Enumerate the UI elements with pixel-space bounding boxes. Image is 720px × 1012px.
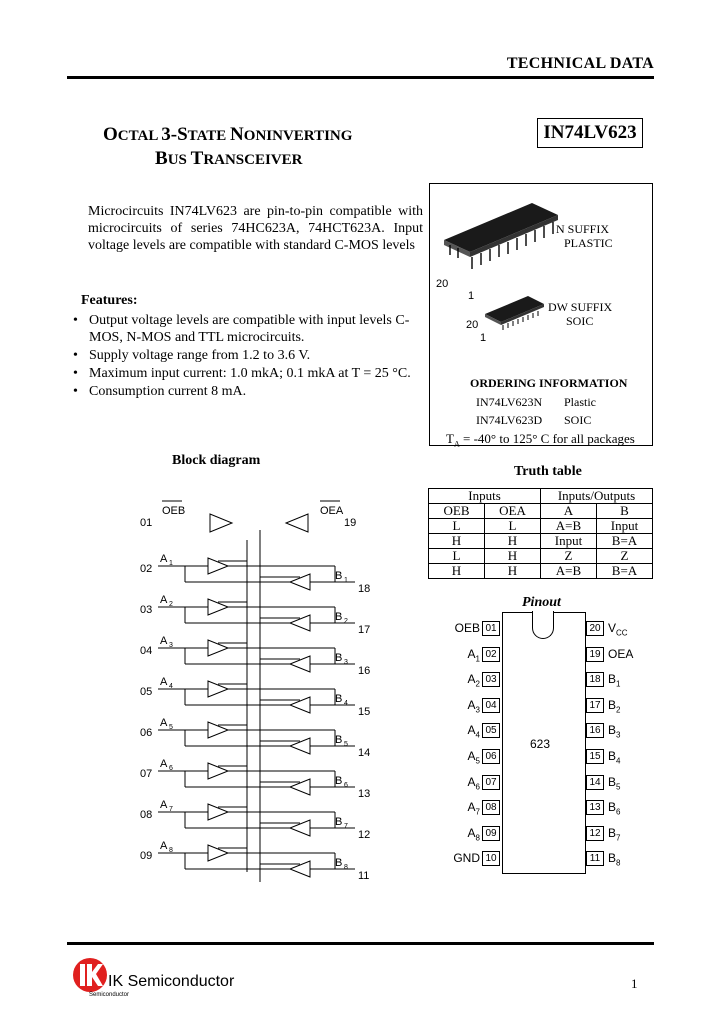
a-pin-label: A xyxy=(160,717,168,729)
b-to-a-buffer xyxy=(290,697,310,713)
pin-name-left: $A_7$ xyxy=(467,800,480,817)
b-pin-label: B xyxy=(335,652,343,664)
pin-name-right: $B_4$ xyxy=(608,749,621,766)
a-pin-sub: 4 xyxy=(169,683,173,690)
truth-table-group-header: Inputs Inputs/Outputs xyxy=(429,489,653,504)
b-to-a-buffer xyxy=(290,820,310,836)
ik-logo-icon xyxy=(72,957,108,993)
pin-number-box: 11 xyxy=(586,851,604,866)
features-heading: Features: xyxy=(81,293,138,308)
pin-name-right: $B_3$ xyxy=(608,723,621,740)
a-to-b-buffer xyxy=(208,640,228,656)
ordering-row: IN74LV623N Plastic xyxy=(476,395,596,409)
b-pin-label: B xyxy=(335,816,343,828)
b-to-a-buffer xyxy=(290,615,310,631)
page-number: 1 xyxy=(631,976,638,991)
pin-number-box: 07 xyxy=(482,775,500,790)
n-suffix-label: N SUFFIX xyxy=(556,222,610,236)
b-pin-label: B xyxy=(335,611,343,623)
pin-name-right: $V_{CC}$ xyxy=(608,621,628,638)
dw-soic-label: SOIC xyxy=(566,314,594,328)
chip-notch xyxy=(532,611,554,639)
pin-number-box: 06 xyxy=(482,749,500,764)
a-pin-sub: 7 xyxy=(169,806,173,813)
pin-number-box: 10 xyxy=(482,851,500,866)
a-pin-sub: 5 xyxy=(169,724,173,731)
pin-name-right: $B_6$ xyxy=(608,800,621,817)
b-to-a-buffer xyxy=(290,574,310,590)
b-pin-number: 12 xyxy=(358,829,371,841)
a-pin-number: 07 xyxy=(140,768,153,780)
a-pin-number: 06 xyxy=(140,727,153,739)
a-pin-label: A xyxy=(160,676,168,688)
a-pin-label: A xyxy=(160,799,168,811)
oeb-pin: 01 xyxy=(140,517,153,529)
pin-number-box: 18 xyxy=(586,672,604,687)
a-pin-label: A xyxy=(160,594,168,606)
b-pin-number: 16 xyxy=(358,665,371,677)
n-plastic-label: PLASTIC xyxy=(564,236,613,250)
oeb-buffer xyxy=(210,514,232,532)
a-to-b-buffer xyxy=(208,804,228,820)
pin-number-box: 03 xyxy=(482,672,500,687)
pin-number-box: 09 xyxy=(482,826,500,841)
pin-number-box: 13 xyxy=(586,800,604,815)
pinout-title: Pinout xyxy=(522,595,561,610)
pin-name-right: $B_7$ xyxy=(608,825,621,843)
a-pin-number: 04 xyxy=(140,645,153,657)
oea-pin: 19 xyxy=(344,517,357,529)
table-row: H H Input B=A xyxy=(429,534,653,549)
table-row: L L A=B Input xyxy=(429,519,653,534)
oea-buffer xyxy=(286,514,308,532)
features-list xyxy=(73,312,413,401)
table-row: H H A=B B=A xyxy=(429,564,653,579)
pin-number-box: 14 xyxy=(586,775,604,790)
b-pin-label: B xyxy=(335,570,343,582)
pin-number-box: 04 xyxy=(482,698,500,713)
pin-name-left: GND xyxy=(453,851,480,866)
pin-name-left: $A_5$ xyxy=(467,749,480,766)
b-pin-sub: 6 xyxy=(344,782,348,789)
b-pin-sub: 4 xyxy=(344,700,348,707)
pin-name-right: $B_8$ xyxy=(608,851,621,868)
a-pin-number: 02 xyxy=(140,563,153,575)
pin-name-left: $A_2$ xyxy=(467,672,480,689)
a-pin-label: A xyxy=(160,840,168,852)
pin-number-box: 05 xyxy=(482,723,500,738)
a-to-b-buffer xyxy=(208,558,228,574)
soic-pin20-label: 20 xyxy=(466,319,479,331)
pin-name-left: $A_6$ xyxy=(467,774,480,791)
part-number-box: IN74LV623 xyxy=(537,118,643,148)
block-diagram-title: Block diagram xyxy=(172,453,261,468)
b-pin-sub: 1 xyxy=(344,577,348,584)
pin-name-right: $B_5$ xyxy=(608,774,621,791)
ordering-heading: ORDERING INFORMATION xyxy=(470,376,628,390)
pin-name-left: $A_1$ xyxy=(467,646,480,663)
a-to-b-buffer xyxy=(208,763,228,779)
b-pin-label: B xyxy=(335,693,343,705)
feature-item: • Supply voltage range from 1.2 to 3.6 V. xyxy=(73,347,413,364)
a-to-b-buffer xyxy=(208,681,228,697)
pin-number-box: 02 xyxy=(482,647,500,662)
b-pin-number: 11 xyxy=(358,870,370,882)
pinout-diagram xyxy=(440,612,660,874)
pin-number-box: 01 xyxy=(482,621,500,636)
a-pin-sub: 8 xyxy=(169,847,173,854)
b-pin-label: B xyxy=(335,734,343,746)
b-pin-sub: 3 xyxy=(344,659,348,666)
a-pin-number: 05 xyxy=(140,686,153,698)
a-pin-number: 03 xyxy=(140,604,153,616)
b-to-a-buffer xyxy=(290,861,310,877)
b-pin-label: B xyxy=(335,775,343,787)
a-pin-sub: 3 xyxy=(169,642,173,649)
document-title-line2: BUS TRANSCEIVER xyxy=(155,148,303,169)
table-row: L H Z Z xyxy=(429,549,653,564)
pkg-pin1-label: 1 xyxy=(468,290,475,302)
feature-item: • Output voltage levels are compatible with input levels C-MOS, N-MOS and TTL microcircuits. xyxy=(73,312,413,346)
soic-package-drawing xyxy=(480,292,550,334)
b-pin-number: 15 xyxy=(358,706,371,718)
technical-data-heading: TECHNICAL DATA xyxy=(506,55,654,72)
block-diagram xyxy=(130,490,390,900)
soic-pin1-label: 1 xyxy=(480,332,487,344)
feature-item: • Consumption current 8 mA. xyxy=(73,383,413,400)
chip-label: 623 xyxy=(530,737,551,751)
header-rule xyxy=(67,76,654,79)
pin-number-box: 19 xyxy=(586,647,604,662)
oeb-label: OEB xyxy=(162,505,186,517)
pin-number-box: 08 xyxy=(482,800,500,815)
b-pin-label: B xyxy=(335,857,343,869)
pin-number-box: 20 xyxy=(586,621,604,636)
a-to-b-buffer xyxy=(208,722,228,738)
a-pin-label: A xyxy=(160,758,168,770)
b-pin-number: 17 xyxy=(358,624,371,636)
footer-rule xyxy=(67,942,654,945)
pin-name-left: $A_4$ xyxy=(467,723,480,740)
a-pin-sub: 6 xyxy=(169,765,173,772)
b-pin-number: 14 xyxy=(358,747,371,759)
b-pin-number: 13 xyxy=(358,788,371,800)
intro-paragraph: Microcircuits IN74LV623 are pin-to-pin compatible with microcircuits of series 74HC623A, 74HCT623A. Input voltage levels are compatible with standard C-MOS levels xyxy=(88,204,423,253)
footer-logo-caption: Semiconductor xyxy=(89,992,130,998)
b-pin-sub: 5 xyxy=(344,741,348,748)
pin-number-box: 17 xyxy=(586,698,604,713)
pin-name-right: OEA xyxy=(608,646,634,661)
a-pin-label: A xyxy=(160,553,168,565)
a-pin-sub: 2 xyxy=(169,601,173,608)
pin-name-left: $A_8$ xyxy=(467,825,480,843)
pin-name-right: $B_1$ xyxy=(608,672,621,689)
ordering-row: IN74LV623D SOIC xyxy=(476,413,592,427)
b-to-a-buffer xyxy=(290,656,310,672)
pin-number-box: 12 xyxy=(586,826,604,841)
b-pin-sub: 7 xyxy=(344,823,348,830)
a-to-b-buffer xyxy=(208,845,228,861)
b-to-a-buffer xyxy=(290,738,310,754)
pin-number-box: 15 xyxy=(586,749,604,764)
temp-range-note: $T_A = -40^\circ$ to 125° C for all packages xyxy=(446,431,635,449)
a-to-b-buffer xyxy=(208,599,228,615)
oea-label: OEA xyxy=(320,505,344,517)
pkg-pin20-label: 20 xyxy=(436,278,449,290)
a-pin-label: A xyxy=(160,635,168,647)
footer-brand: IK Semiconductor xyxy=(108,973,235,990)
b-pin-number: 18 xyxy=(358,583,371,595)
pin-name-left: $A_3$ xyxy=(467,697,480,715)
a-pin-number: 08 xyxy=(140,809,153,821)
pin-name-left: OEB xyxy=(454,621,480,635)
dip-package-drawing xyxy=(432,195,562,275)
b-to-a-buffer xyxy=(290,779,310,795)
b-pin-sub: 8 xyxy=(344,864,348,871)
pin-number-box: 16 xyxy=(586,723,604,738)
dw-suffix-label: DW SUFFIX xyxy=(548,300,613,314)
document-title-line1: OCTAL 3-STATE NONINVERTING xyxy=(103,124,353,145)
pin-name-right: $B_2$ xyxy=(608,697,621,715)
truth-table xyxy=(428,488,653,579)
truth-table-title: Truth table xyxy=(514,464,582,479)
truth-table-header: OEB OEA A B xyxy=(429,504,653,519)
b-pin-sub: 2 xyxy=(344,618,348,625)
feature-item: • Maximum input current: 1.0 mkA; 0.1 mkA at T = 25 °C. xyxy=(73,365,413,382)
a-pin-sub: 1 xyxy=(169,560,173,567)
ordering-info xyxy=(430,376,670,449)
a-pin-number: 09 xyxy=(140,850,153,862)
